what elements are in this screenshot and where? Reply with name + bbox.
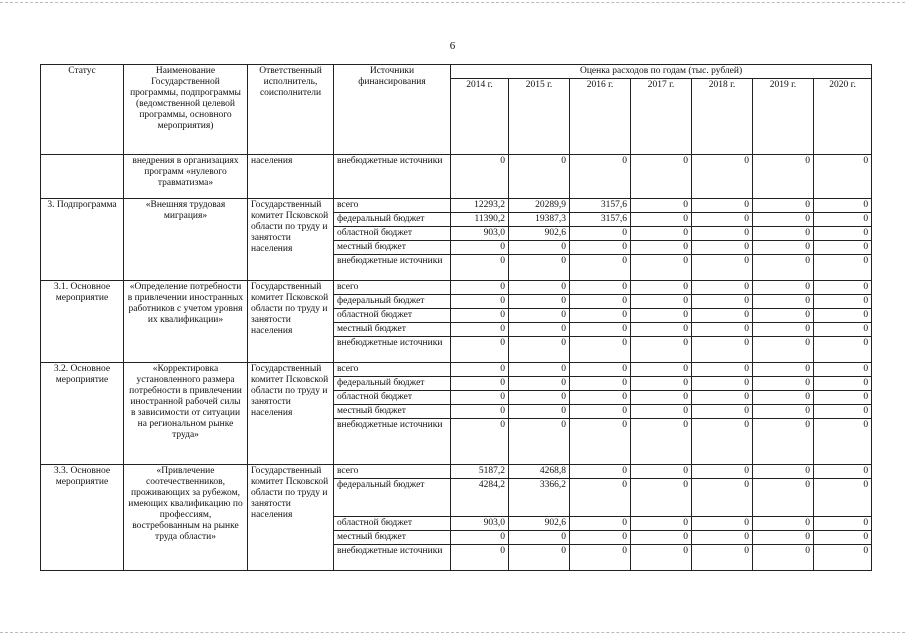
value-cell: 0 — [692, 517, 753, 531]
status-cell: 3.3. Основное мероприятие — [41, 465, 124, 571]
header-responsible: Ответственный исполнитель, соисполнители — [248, 65, 334, 155]
value-cell: 0 — [814, 405, 872, 419]
scan-edge-top — [0, 2, 905, 3]
value-cell: 0 — [509, 545, 570, 571]
responsible-cell: Государственный комитет Псковской области по труду и занятости населения — [248, 199, 334, 281]
value-cell: 0 — [509, 405, 570, 419]
value-cell: 0 — [509, 363, 570, 377]
value-cell: 0 — [631, 337, 692, 363]
value-cell: 0 — [451, 405, 509, 419]
value-cell: 0 — [451, 337, 509, 363]
value-cell: 0 — [753, 405, 814, 419]
value-cell: 0 — [451, 295, 509, 309]
value-cell: 0 — [570, 465, 631, 479]
value-cell: 0 — [753, 323, 814, 337]
table-row — [41, 363, 872, 377]
value-cell: 0 — [753, 309, 814, 323]
value-cell: 0 — [451, 323, 509, 337]
source-cell: областной бюджет — [334, 309, 451, 323]
value-cell: 0 — [451, 545, 509, 571]
value-cell: 0 — [631, 281, 692, 295]
value-cell: 0 — [814, 281, 872, 295]
value-cell: 0 — [814, 295, 872, 309]
value-cell: 0 — [570, 227, 631, 241]
value-cell: 0 — [570, 517, 631, 531]
value-cell: 0 — [631, 255, 692, 281]
source-cell: местный бюджет — [334, 531, 451, 545]
value-cell: 0 — [631, 545, 692, 571]
value-cell: 0 — [753, 213, 814, 227]
header-estimate: Оценка расходов по годам (тыс. рублей) — [451, 65, 872, 79]
status-cell: 3.2. Основное мероприятие — [41, 363, 124, 465]
header-year-4: 2018 г. — [692, 79, 753, 155]
responsible-cell: населения — [248, 155, 334, 199]
value-cell: 0 — [570, 281, 631, 295]
source-cell: внебюджетные источники — [334, 337, 451, 363]
value-cell: 0 — [753, 479, 814, 517]
value-cell: 0 — [692, 363, 753, 377]
name-cell: «Внешняя трудовая миграция» — [124, 199, 248, 281]
value-cell: 0 — [814, 255, 872, 281]
value-cell: 0 — [509, 155, 570, 199]
value-cell: 0 — [692, 405, 753, 419]
value-cell: 0 — [570, 309, 631, 323]
value-cell: 0 — [692, 545, 753, 571]
value-cell: 0 — [570, 255, 631, 281]
name-cell: «Определение потребности в привлечении иностранных работников с учетом уровня их квалификации» — [124, 281, 248, 363]
value-cell: 0 — [814, 241, 872, 255]
value-cell: 0 — [631, 517, 692, 531]
source-cell: внебюджетные источники — [334, 255, 451, 281]
value-cell: 0 — [814, 479, 872, 517]
value-cell: 0 — [451, 377, 509, 391]
value-cell: 0 — [570, 405, 631, 419]
value-cell: 0 — [753, 155, 814, 199]
page-number: 6 — [449, 40, 456, 52]
responsible-cell: Государственный комитет Псковской области по труду и занятости населения — [248, 465, 334, 571]
value-cell: 0 — [570, 241, 631, 255]
value-cell: 0 — [570, 155, 631, 199]
responsible-cell: Государственный комитет Псковской области по труду и занятости населения — [248, 363, 334, 465]
value-cell: 3157,6 — [570, 213, 631, 227]
value-cell: 0 — [631, 479, 692, 517]
value-cell: 0 — [631, 405, 692, 419]
source-cell: местный бюджет — [334, 323, 451, 337]
value-cell: 0 — [570, 391, 631, 405]
table-row — [41, 281, 872, 295]
value-cell: 0 — [753, 281, 814, 295]
value-cell: 0 — [814, 227, 872, 241]
value-cell: 0 — [631, 363, 692, 377]
source-cell: федеральный бюджет — [334, 479, 451, 517]
source-cell: федеральный бюджет — [334, 377, 451, 391]
value-cell: 0 — [451, 309, 509, 323]
header-name: Наименование Государственной программы, подпрограммы (ведомственной целевой программы, основного мероприятия) — [124, 65, 248, 155]
value-cell: 0 — [451, 419, 509, 465]
header-year-0: 2014 г. — [451, 79, 509, 155]
value-cell: 0 — [753, 391, 814, 405]
value-cell: 0 — [451, 241, 509, 255]
value-cell: 0 — [692, 281, 753, 295]
value-cell: 0 — [509, 323, 570, 337]
value-cell: 903,0 — [451, 517, 509, 531]
source-cell: местный бюджет — [334, 241, 451, 255]
source-cell: областной бюджет — [334, 391, 451, 405]
value-cell: 0 — [451, 363, 509, 377]
source-cell: внебюджетные источники — [334, 155, 451, 199]
value-cell: 20289,9 — [509, 199, 570, 213]
value-cell: 0 — [451, 531, 509, 545]
header-year-1: 2015 г. — [509, 79, 570, 155]
value-cell: 0 — [753, 295, 814, 309]
value-cell: 0 — [692, 155, 753, 199]
value-cell: 0 — [753, 465, 814, 479]
value-cell: 0 — [814, 419, 872, 465]
value-cell: 0 — [692, 479, 753, 517]
value-cell: 0 — [509, 337, 570, 363]
value-cell: 0 — [570, 323, 631, 337]
value-cell: 0 — [570, 337, 631, 363]
header-year-3: 2017 г. — [631, 79, 692, 155]
value-cell: 0 — [631, 323, 692, 337]
value-cell: 3366,2 — [509, 479, 570, 517]
value-cell: 0 — [509, 531, 570, 545]
header-status: Статус — [41, 65, 124, 155]
value-cell: 0 — [814, 323, 872, 337]
value-cell: 0 — [753, 419, 814, 465]
value-cell: 19387,3 — [509, 213, 570, 227]
value-cell: 11390,2 — [451, 213, 509, 227]
value-cell: 0 — [570, 419, 631, 465]
value-cell: 4268,8 — [509, 465, 570, 479]
value-cell: 0 — [451, 281, 509, 295]
value-cell: 0 — [509, 377, 570, 391]
value-cell: 0 — [814, 337, 872, 363]
value-cell: 0 — [692, 531, 753, 545]
value-cell: 0 — [753, 517, 814, 531]
value-cell: 0 — [570, 531, 631, 545]
value-cell: 0 — [570, 377, 631, 391]
value-cell: 903,0 — [451, 227, 509, 241]
value-cell: 0 — [570, 479, 631, 517]
value-cell: 0 — [692, 255, 753, 281]
value-cell: 0 — [692, 241, 753, 255]
value-cell: 0 — [814, 377, 872, 391]
value-cell: 0 — [570, 545, 631, 571]
value-cell: 902,6 — [509, 517, 570, 531]
value-cell: 0 — [509, 391, 570, 405]
value-cell: 0 — [814, 213, 872, 227]
value-cell: 0 — [631, 155, 692, 199]
status-cell: 3. Подпрограмма — [41, 199, 124, 281]
value-cell: 0 — [814, 465, 872, 479]
source-cell: федеральный бюджет — [334, 295, 451, 309]
scan-edge-bottom — [0, 632, 905, 633]
value-cell: 0 — [814, 531, 872, 545]
value-cell: 0 — [692, 227, 753, 241]
value-cell: 5187,2 — [451, 465, 509, 479]
value-cell: 0 — [631, 465, 692, 479]
source-cell: областной бюджет — [334, 517, 451, 531]
value-cell: 0 — [631, 531, 692, 545]
value-cell: 0 — [692, 419, 753, 465]
source-cell: всего — [334, 363, 451, 377]
table-row — [41, 199, 872, 213]
table-row — [41, 465, 872, 479]
value-cell: 0 — [814, 155, 872, 199]
value-cell: 0 — [753, 255, 814, 281]
value-cell: 902,6 — [509, 227, 570, 241]
value-cell: 0 — [692, 295, 753, 309]
value-cell: 0 — [692, 465, 753, 479]
value-cell: 0 — [509, 281, 570, 295]
value-cell: 0 — [814, 309, 872, 323]
value-cell: 0 — [509, 419, 570, 465]
name-cell: «Корректировка установленного размера потребности в привлечении иностранной рабочей силы в зависимости от ситуации на региональном рынке труда» — [124, 363, 248, 465]
source-cell: местный бюджет — [334, 405, 451, 419]
value-cell: 0 — [509, 241, 570, 255]
source-cell: внебюджетные источники — [334, 545, 451, 571]
value-cell: 0 — [509, 255, 570, 281]
value-cell: 0 — [814, 545, 872, 571]
value-cell: 0 — [631, 241, 692, 255]
value-cell: 0 — [631, 309, 692, 323]
value-cell: 0 — [631, 199, 692, 213]
value-cell: 0 — [753, 531, 814, 545]
name-cell: «Привлечение соотечественников, проживающих за рубежом, имеющих квалификацию по профессиям, востребованным на рынке труда области» — [124, 465, 248, 571]
value-cell: 0 — [814, 363, 872, 377]
value-cell: 0 — [692, 323, 753, 337]
value-cell: 3157,6 — [570, 199, 631, 213]
value-cell: 0 — [451, 155, 509, 199]
budget-table — [40, 64, 872, 571]
value-cell: 0 — [814, 199, 872, 213]
status-cell: 3.1. Основное мероприятие — [41, 281, 124, 363]
source-cell: внебюджетные источники — [334, 419, 451, 465]
value-cell: 0 — [509, 309, 570, 323]
value-cell: 0 — [631, 295, 692, 309]
value-cell: 4284,2 — [451, 479, 509, 517]
source-cell: всего — [334, 465, 451, 479]
value-cell: 0 — [692, 337, 753, 363]
source-cell: всего — [334, 281, 451, 295]
value-cell: 0 — [753, 199, 814, 213]
value-cell: 0 — [692, 309, 753, 323]
header-sources: Источники финансирования — [334, 65, 451, 155]
value-cell: 0 — [692, 199, 753, 213]
value-cell: 0 — [753, 227, 814, 241]
source-cell: областной бюджет — [334, 227, 451, 241]
value-cell: 0 — [753, 337, 814, 363]
value-cell: 0 — [814, 517, 872, 531]
value-cell: 0 — [631, 227, 692, 241]
value-cell: 0 — [631, 391, 692, 405]
value-cell: 0 — [753, 363, 814, 377]
status-cell — [41, 155, 124, 199]
source-cell: федеральный бюджет — [334, 213, 451, 227]
value-cell: 0 — [451, 255, 509, 281]
value-cell: 0 — [570, 363, 631, 377]
value-cell: 0 — [753, 241, 814, 255]
value-cell: 0 — [692, 377, 753, 391]
source-cell: всего — [334, 199, 451, 213]
value-cell: 0 — [692, 213, 753, 227]
value-cell: 0 — [814, 391, 872, 405]
table-row — [41, 155, 872, 199]
header-year-6: 2020 г. — [814, 79, 872, 155]
value-cell: 0 — [692, 391, 753, 405]
value-cell: 0 — [509, 295, 570, 309]
value-cell: 0 — [753, 545, 814, 571]
name-cell: внедрения в организациях программ «нулевого травматизма» — [124, 155, 248, 199]
value-cell: 0 — [753, 377, 814, 391]
responsible-cell: Государственный комитет Псковской области по труду и занятости населения — [248, 281, 334, 363]
value-cell: 0 — [631, 213, 692, 227]
value-cell: 0 — [631, 419, 692, 465]
table-body — [41, 155, 872, 571]
header-year-5: 2019 г. — [753, 79, 814, 155]
value-cell: 0 — [451, 391, 509, 405]
value-cell: 12293,2 — [451, 199, 509, 213]
header-year-2: 2016 г. — [570, 79, 631, 155]
value-cell: 0 — [631, 377, 692, 391]
value-cell: 0 — [570, 295, 631, 309]
